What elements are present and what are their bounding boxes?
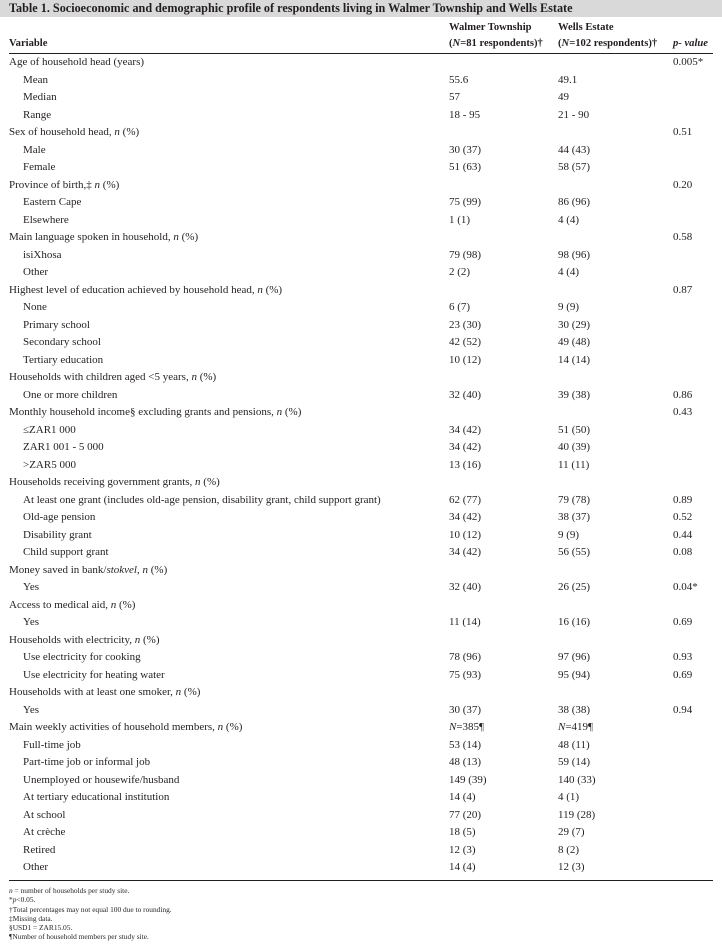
wells-value: 49.1 (558, 73, 578, 86)
table-row (0, 229, 722, 247)
row-label: At crèche (23, 826, 66, 838)
p-value: 0.69 (673, 668, 693, 681)
row-label: Monthly household income§ excluding grants and pensions, n (%) (9, 406, 302, 418)
p-value: 0.69 (673, 616, 693, 628)
walmer-value: 32 (40) (449, 388, 482, 401)
walmer-value: 18 - 95 (449, 108, 481, 121)
footnote: *p<0.05. (9, 895, 36, 905)
table-row (0, 299, 722, 317)
table-row (0, 632, 722, 650)
table-row (0, 544, 722, 562)
table-row (0, 387, 722, 405)
table-row (0, 842, 722, 860)
table-row (0, 789, 722, 807)
walmer-value: 14 (4) (449, 791, 476, 803)
wells-value: 9 (9) (558, 528, 580, 541)
table-row (0, 439, 722, 457)
row-label: Households receiving government grants, n (%) (9, 476, 220, 488)
header-variable: Variable (9, 38, 48, 49)
table-row (0, 562, 722, 580)
row-label: Main weekly activities of household members, n (%) (9, 721, 243, 733)
wells-value: 44 (43) (558, 143, 591, 156)
wells-value: 8 (2) (558, 843, 580, 856)
walmer-value: N=385¶ (449, 721, 485, 733)
bottom-rule (9, 880, 713, 881)
walmer-value: 18 (5) (449, 826, 476, 838)
walmer-value: 10 (12) (449, 528, 482, 541)
row-label: Use electricity for heating water (23, 668, 165, 681)
row-label: >ZAR5 000 (23, 458, 76, 471)
wells-value: 14 (14) (558, 353, 591, 366)
walmer-value: 1 (1) (449, 213, 471, 226)
row-label: Median (23, 91, 57, 103)
walmer-value: 2 (2) (449, 266, 471, 278)
walmer-value: 149 (39) (449, 773, 487, 786)
row-label: Households with children aged <5 years, n (%) (9, 371, 217, 383)
row-label: Other (23, 266, 49, 278)
table-row (0, 492, 722, 510)
wells-value: 16 (16) (558, 616, 591, 628)
table-row (0, 457, 722, 475)
row-label: ≤ZAR1 000 (23, 423, 76, 436)
header-walmer-count: (N=81 respondents)† (449, 38, 543, 49)
table-row (0, 474, 722, 492)
row-label: Use electricity for cooking (23, 651, 141, 663)
row-label: Unemployed or housewife/husband (23, 773, 180, 786)
row-label: Full-time job (23, 738, 81, 751)
walmer-value: 30 (37) (449, 703, 482, 716)
table-row (0, 649, 722, 667)
p-value: 0.04* (673, 581, 698, 593)
row-label: Retired (23, 843, 56, 856)
row-label: Female (23, 161, 56, 173)
walmer-value: 34 (42) (449, 546, 482, 558)
row-label: Households with at least one smoker, n (%) (9, 686, 201, 698)
footnote: ¶Number of household members per study site. (9, 932, 149, 942)
walmer-value: 53 (14) (449, 738, 482, 751)
wells-value: 30 (29) (558, 318, 591, 331)
footnotes (9, 886, 172, 942)
table-row (0, 264, 722, 282)
walmer-value: 34 (42) (449, 423, 482, 436)
row-label: None (23, 301, 47, 313)
row-label: Province of birth,‡ n (%) (9, 178, 120, 191)
row-label: Other (23, 861, 49, 873)
table-row (0, 282, 722, 300)
row-label: Main language spoken in household, n (%) (9, 231, 199, 243)
footnote: §USD1 = ZAR15.05. (9, 923, 73, 933)
row-label: Age of household head (years) (9, 56, 145, 68)
walmer-value: 12 (3) (449, 843, 476, 856)
walmer-value: 75 (99) (449, 196, 482, 208)
table-row (0, 579, 722, 597)
walmer-value: 57 (449, 91, 460, 103)
table-row (0, 334, 722, 352)
p-value: 0.52 (673, 511, 693, 523)
wells-value: 39 (38) (558, 388, 591, 401)
walmer-value: 75 (93) (449, 668, 482, 681)
header-walmer-name: Walmer Township (449, 22, 532, 33)
table-row (0, 124, 722, 142)
walmer-value: 13 (16) (449, 458, 482, 471)
row-label: Highest level of education achieved by household head, n (%) (9, 283, 283, 296)
wells-value: 51 (50) (558, 423, 591, 436)
row-label: At school (23, 808, 66, 821)
walmer-value: 48 (13) (449, 756, 482, 768)
header-wells-name: Wells Estate (558, 22, 614, 33)
wells-value: 98 (96) (558, 248, 591, 261)
table-row (0, 369, 722, 387)
footnote: n = number of households per study site. (9, 886, 130, 895)
p-value: 0.08 (673, 546, 693, 558)
wells-value: 97 (96) (558, 651, 591, 663)
row-label: Sex of household head, n (%) (9, 126, 140, 138)
wells-value: 4 (4) (558, 266, 580, 278)
table-row (0, 194, 722, 212)
table-row (0, 527, 722, 545)
header-row-bottom (0, 37, 722, 51)
wells-value: 11 (11) (558, 458, 590, 471)
row-label: Elsewhere (23, 213, 69, 226)
walmer-value: 34 (42) (449, 511, 482, 523)
wells-value: 38 (38) (558, 703, 591, 716)
row-label: Child support grant (23, 546, 109, 558)
header-row-top (0, 21, 722, 35)
row-label: Part-time job or informal job (23, 756, 151, 768)
walmer-value: 79 (98) (449, 248, 482, 261)
walmer-value: 78 (96) (449, 651, 482, 663)
wells-value: 95 (94) (558, 668, 591, 681)
table-row (0, 422, 722, 440)
wells-value: 38 (37) (558, 511, 591, 523)
wells-value: 86 (96) (558, 196, 591, 208)
walmer-value: 23 (30) (449, 318, 482, 331)
wells-value: 140 (33) (558, 773, 596, 786)
row-label: Households with electricity, n (%) (9, 633, 160, 646)
wells-value: 26 (25) (558, 581, 591, 593)
walmer-value: 30 (37) (449, 143, 482, 156)
table-row (0, 859, 722, 877)
walmer-value: 34 (42) (449, 441, 482, 453)
wells-value: 56 (55) (558, 546, 591, 558)
table-row (0, 772, 722, 790)
table-row (0, 142, 722, 160)
table-row (0, 684, 722, 702)
table-row (0, 72, 722, 90)
p-value: 0.89 (673, 493, 693, 506)
wells-value: 58 (57) (558, 161, 591, 173)
p-value: 0.43 (673, 406, 693, 418)
p-value: 0.44 (673, 528, 693, 541)
wells-value: 12 (3) (558, 861, 585, 873)
wells-value: N=419¶ (558, 721, 594, 733)
row-label: Access to medical aid, n (%) (9, 598, 136, 611)
p-value: 0.005* (673, 56, 704, 68)
table-row (0, 352, 722, 370)
row-label: Money saved in bank/stokvel, n (%) (9, 563, 168, 576)
row-label: Mean (23, 73, 49, 86)
table-row (0, 212, 722, 230)
row-label: Yes (23, 616, 40, 628)
wells-value: 4 (1) (558, 791, 580, 803)
footnote: ‡Missing data. (9, 913, 53, 923)
table-row (0, 614, 722, 632)
wells-value: 21 - 90 (558, 108, 590, 121)
walmer-value: 55.6 (449, 73, 469, 86)
wells-value: 9 (9) (558, 301, 580, 313)
row-label: Old-age pension (23, 511, 96, 523)
row-label: At tertiary educational institution (23, 791, 170, 803)
wells-value: 59 (14) (558, 756, 591, 768)
walmer-value: 6 (7) (449, 301, 471, 313)
p-value: 0.58 (673, 231, 693, 243)
row-label: isiXhosa (23, 248, 62, 261)
table-row (0, 177, 722, 195)
p-value: 0.94 (673, 703, 693, 716)
table-row (0, 824, 722, 842)
table-row (0, 404, 722, 422)
table-row (0, 737, 722, 755)
row-label: Disability grant (23, 528, 92, 541)
row-label: Male (23, 143, 46, 156)
table-row (0, 509, 722, 527)
row-label: Tertiary education (23, 353, 104, 366)
wells-value: 119 (28) (558, 808, 596, 821)
p-value: 0.20 (673, 178, 693, 191)
table-title: Table 1. Socioeconomic and demographic profile of respondents living in Walmer Township and Wells Estate (9, 1, 573, 15)
wells-value: 48 (11) (558, 738, 590, 751)
row-label: Yes (23, 581, 40, 593)
row-label: Eastern Cape (23, 196, 82, 208)
row-label: ZAR1 001 - 5 000 (23, 441, 104, 453)
table-row (0, 89, 722, 107)
table-row (0, 159, 722, 177)
table-row (0, 107, 722, 125)
table-row (0, 317, 722, 335)
row-label: At least one grant (includes old-age pension, disability grant, child support grant) (23, 493, 381, 506)
walmer-value: 14 (4) (449, 861, 476, 873)
row-label: Secondary school (23, 336, 101, 348)
table-row (0, 247, 722, 265)
header-wells-count: (N=102 respondents)† (558, 38, 658, 49)
title-bar (0, 0, 722, 17)
header-p-value: p- value (673, 38, 709, 49)
wells-value: 49 (558, 91, 569, 103)
p-value: 0.51 (673, 126, 693, 138)
wells-value: 79 (78) (558, 493, 591, 506)
walmer-value: 11 (14) (449, 616, 481, 628)
walmer-value: 77 (20) (449, 808, 482, 821)
wells-value: 40 (39) (558, 441, 591, 453)
wells-value: 49 (48) (558, 336, 591, 348)
table-row (0, 807, 722, 825)
walmer-value: 51 (63) (449, 161, 482, 173)
p-value: 0.86 (673, 388, 693, 401)
table-row (0, 54, 722, 72)
table-body (0, 54, 722, 877)
walmer-value: 10 (12) (449, 353, 482, 366)
footnote: †Total percentages may not equal 100 due to rounding. (9, 904, 172, 914)
table-row (0, 702, 722, 720)
row-label: One or more children (23, 388, 118, 401)
table-row (0, 754, 722, 772)
wells-value: 29 (7) (558, 826, 585, 838)
table-row (0, 597, 722, 615)
walmer-value: 32 (40) (449, 581, 482, 593)
row-label: Yes (23, 703, 40, 716)
walmer-value: 42 (52) (449, 336, 482, 348)
row-label: Primary school (23, 318, 90, 331)
p-value: 0.93 (673, 651, 693, 663)
wells-value: 4 (4) (558, 213, 580, 226)
table-row (0, 667, 722, 685)
walmer-value: 62 (77) (449, 493, 482, 506)
p-value: 0.87 (673, 283, 693, 296)
row-label: Range (23, 108, 52, 121)
table-row (0, 719, 722, 737)
